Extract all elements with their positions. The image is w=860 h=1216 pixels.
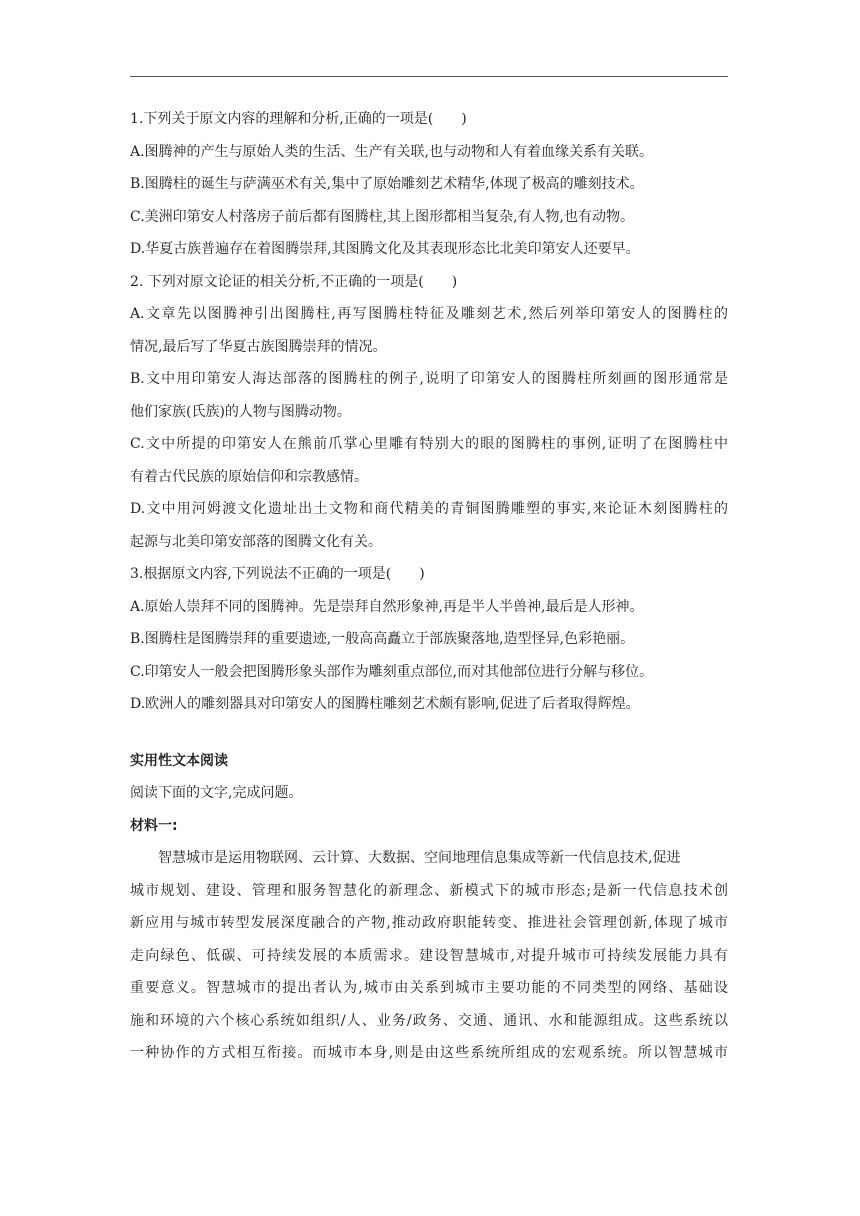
question-1-option-d: D.华夏古族普遍存在着图腾崇拜,其图腾文化及其表现形态比北美印第安人还要早。 <box>130 241 640 257</box>
material-line: 一种协作的方式相互衔接。而城市本身,则是由这些系统所组成的宏观系统。所以智慧城市 <box>130 1045 728 1061</box>
question-2-option-b-line-1: B.文中用印第安人海达部落的图腾柱的例子,说明了印第安人的图腾柱所刻画的图形通常是 <box>130 371 728 387</box>
question-2-option-d-line-1: D.文中用河姆渡文化遗址出土文物和商代精美的青铜图腾雕塑的事实,来论证木刻图腾柱的 <box>130 501 728 517</box>
question-1-option-c: C.美洲印第安人村落房子前后都有图腾柱,其上图形都相当复杂,有人物,也有动物。 <box>130 208 635 225</box>
question-2-option-b-line-2: 他们家族(氏族)的人物与图腾动物。 <box>130 403 351 420</box>
question-1-option-a: A.图腾神的产生与原始人类的生活、生产有关联,也与动物和人有着血缘关系有关联。 <box>130 143 654 160</box>
question-1-option-b: B.图腾柱的诞生与萨满巫术有关,集中了原始雕刻艺术精华,体现了极高的雕刻技术。 <box>130 176 644 192</box>
question-3-option-c: C.印第安人一般会把图腾形象头部作为雕刻重点部位,而对其他部位进行分解与移位。 <box>130 663 654 680</box>
question-3-option-b: B.图腾柱是图腾崇拜的重要遗迹,一般高高矗立于部族聚落地,造型怪异,色彩艳丽。 <box>130 631 635 647</box>
material-line: 重要意义。智慧城市的提出者认为,城市由关系到城市主要功能的不同类型的网络、基础设 <box>130 980 728 996</box>
question-2-option-d-line-2: 起源与北美印第安部落的图腾文化有关。 <box>130 533 382 550</box>
document-body <box>130 108 728 1075</box>
section-gap <box>130 726 728 750</box>
question-3-option-a: A.原始人崇拜不同的图腾神。先是崇拜自然形象神,再是半人半兽神,最后是人形神。 <box>130 598 644 615</box>
material-line: 城市规划、建设、管理和服务智慧化的新理念、新模式下的城市形态;是新一代信息技术创 <box>130 882 728 899</box>
material-line: 新应用与城市转型发展深度融合的产物,推动政府职能转变、推进社会管理创新,体现了城市 <box>130 915 728 931</box>
section-instruction: 阅读下面的文字,完成问题。 <box>130 785 303 801</box>
section-heading: 实用性文本阅读 <box>130 752 228 769</box>
question-2-option-c-line-1: C.文中所提的印第安人在熊前爪掌心里雕有特别大的眼的图腾柱的事例,证明了在图腾柱中 <box>130 436 728 452</box>
question-2-option-a-line-2: 情况,最后写了华夏古族图腾崇拜的情况。 <box>130 338 387 355</box>
question-2-option-c-line-2: 有着古代民族的原始信仰和宗教感情。 <box>130 468 368 485</box>
question-3-option-d: D.欧洲人的雕刻器具对印第安人的图腾柱雕刻艺术颇有影响,促进了后者取得辉煌。 <box>130 696 640 712</box>
question-1-stem: 1.下列关于原文内容的理解和分析,正确的一项是( ) <box>130 111 467 127</box>
question-3-stem: 3.根据原文内容,下列说法不正确的一项是( ) <box>130 566 425 582</box>
material-line: 走向绿色、低碳、可持续发展的本质需求。建设智慧城市,对提升城市可持续发展能力具有 <box>130 947 728 964</box>
material-label: 材料一: <box>130 817 178 834</box>
question-2-option-a-line-1: A.文章先以图腾神引出图腾柱,再写图腾柱特征及雕刻艺术,然后列举印第安人的图腾柱的 <box>130 306 728 322</box>
header-rule <box>130 76 728 77</box>
material-line: 智慧城市是运用物联网、云计算、大数据、空间地理信息集成等新一代信息技术,促进 <box>158 850 681 866</box>
material-line: 施和环境的六个核心系统如组织/人、业务/政务、交通、通讯、水和能源组成。这些系统以 <box>130 1012 728 1029</box>
question-2-stem: 2. 下列对原文论证的相关分析,不正确的一项是( ) <box>130 273 458 290</box>
